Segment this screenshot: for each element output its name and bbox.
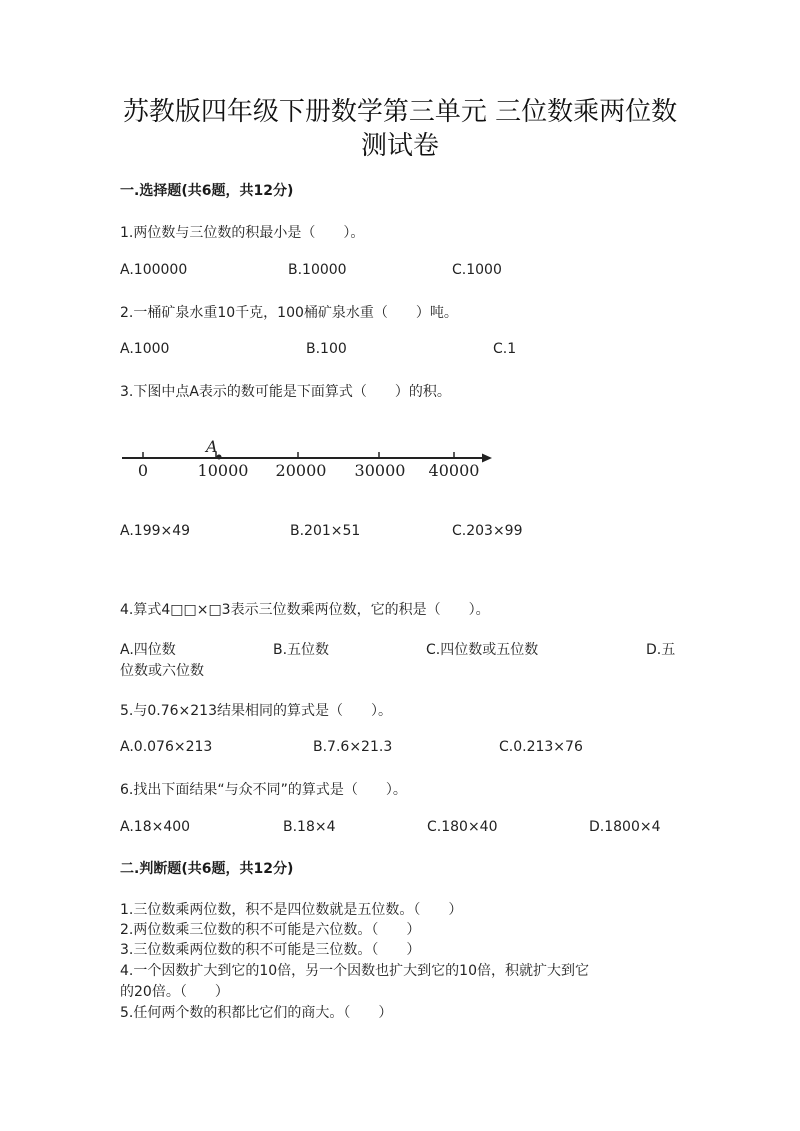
question-4: 4.算式4□□×□3表示三位数乘两位数，它的积是（ ）。 xyxy=(120,602,490,618)
judgement-item-4: 4.一个因数扩大到它的10倍，另一个因数也扩大到它的10倍，积就扩大到它 xyxy=(120,963,589,979)
number-line-arrowhead xyxy=(482,454,492,463)
q4-option-d: D.五 xyxy=(646,642,676,658)
q3-option-c: C.203×99 xyxy=(452,523,523,539)
judgement-item-3: 3.三位数乘两位数的积不可能是三位数。（ ） xyxy=(120,942,421,958)
judgement-item-2: 2.两位数乘三位数的积不可能是六位数。（ ） xyxy=(120,922,421,938)
tick-label-10000: 10000 xyxy=(197,461,249,480)
q2-option-b: B.100 xyxy=(306,341,347,357)
section-heading-choice: 一.选择题(共6题，共12分) xyxy=(120,183,294,199)
tick-label-30000: 30000 xyxy=(354,461,406,480)
q5-option-c: C.0.213×76 xyxy=(499,739,583,755)
q3-option-a: A.199×49 xyxy=(120,523,191,539)
q2-option-a: A.1000 xyxy=(120,341,170,357)
q2-option-c: C.1 xyxy=(493,341,517,357)
question-6: 6.找出下面结果“与众不同”的算式是（ ）。 xyxy=(120,782,407,798)
q1-option-c: C.1000 xyxy=(452,262,502,278)
q1-option-a: A.100000 xyxy=(120,262,188,278)
judgement-item-1: 1.三位数乘两位数，积不是四位数就是五位数。（ ） xyxy=(120,902,463,918)
q5-option-a: A.0.076×213 xyxy=(120,739,213,755)
exam-title-line-2: 测试卷 xyxy=(360,131,439,161)
question-1: 1.两位数与三位数的积最小是（ ）。 xyxy=(120,225,365,241)
question-3: 3.下图中点A表示的数可能是下面算式（ ）的积。 xyxy=(120,384,451,400)
q4-option-a: A.四位数 xyxy=(120,642,176,658)
tick-label-0: 0 xyxy=(137,461,149,480)
section-heading-judgement: 二.判断题(共6题，共12分) xyxy=(120,861,294,877)
exam-title-line-1: 苏教版四年级下册数学第三单元 三位数乘两位数 xyxy=(122,97,678,127)
q6-option-b: B.18×4 xyxy=(283,819,336,835)
question-5: 5.与0.76×213结果相同的算式是（ ）。 xyxy=(120,703,392,719)
q4-option-d-continued: 位数或六位数 xyxy=(120,663,204,679)
q4-option-b: B.五位数 xyxy=(273,642,330,658)
q4-option-c: C.四位数或五位数 xyxy=(426,642,539,658)
tick-label-20000: 20000 xyxy=(275,461,327,480)
q1-option-b: B.10000 xyxy=(288,262,347,278)
point-a-label: A xyxy=(206,437,218,456)
judgement-item-5: 5.任何两个数的积都比它们的商大。（ ） xyxy=(120,1005,393,1021)
q5-option-b: B.7.6×21.3 xyxy=(313,739,393,755)
q3-option-b: B.201×51 xyxy=(290,523,361,539)
q6-option-c: C.180×40 xyxy=(427,819,498,835)
question-2: 2.一桶矿泉水重10千克，100桶矿泉水重（ ）吨。 xyxy=(120,305,458,321)
tick-label-40000: 40000 xyxy=(428,461,480,480)
number-line-figure xyxy=(118,434,498,482)
judgement-item-4-continued: 的20倍。（ ） xyxy=(120,984,229,1000)
q6-option-d: D.1800×4 xyxy=(589,819,661,835)
q6-option-a: A.18×400 xyxy=(120,819,191,835)
